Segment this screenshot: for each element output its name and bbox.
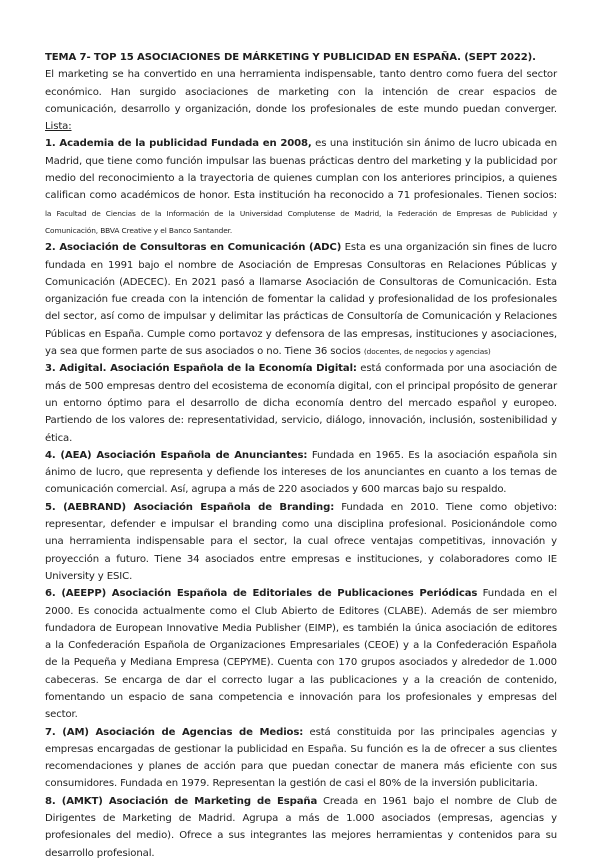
item-body: es una institución sin ánimo de lucro ubicada en Madrid, que tiene como función impulsar las buenas prácticas dentro del marketing y la publicidad por medio del reconocimiento a la trayectoria de quienes cumplan con los anteriores principios, a quienes califican como académicos de honor. Esta institución ha reconocido a 71 profesionales. Tienen socios: [45,138,557,202]
document-page [45,49,557,862]
item-body: Fundada en 1965. Es la asociación española sin ánimo de lucro, que representa y defiende los intereses de los anunciantes en cuanto a los temas de comunicación comercial. Así, agrupa a más de 220 asociados y 600 marcas bajo su respaldo. [45,449,558,496]
list-item-7 [45,724,557,793]
item-body: Fundada en 2010. Tiene como objetivo: representar, defender e impulsar el branding como una disciplina profesional. Posicionándole como una herramienta indispensable para el sector, la cual ofrece ventajas competitivas, innovación y proyección a futuro. Tiene 34 asociados entre empresas e instituciones, y colaboradores como IE University y ESIC. [45,501,558,582]
list-item-1 [45,135,557,239]
item-heading: 6. (AEEPP) Asociación Española de Editoriales de Publicaciones Periódicas [45,588,478,600]
intro-paragraph [45,66,557,135]
intro-text: El marketing se ha convertido en una herramienta indispensable, tanto dentro como fuera del sector económico. Han surgido asociaciones de marketing con la intención de crear espacios de comunicación, desarrollo y organización, donde los profesionales de este mundo puedan converger. [45,69,557,115]
list-item-4 [45,447,557,499]
item-heading: 7. (AM) Asociación de Agencias de Medios: [45,726,304,738]
item-body: Fundada en el 2000. Es conocida actualmente como el Club Abierto de Editores (CLABE). Además de ser miembro fundadora de European Innovative Media Publisher (EIMP), es también la única asociación de editores a la Confederación Española de Organizaciones Empresariales (CEOE) y a la Confederación Española de la Pequeña y Mediana Empresa (CEPYME). Cuenta con 170 grupos asociados y alrededor de 1.000 cabeceras. Se encarga de dar el correcto lugar a las publicaciones y a la creación de contenido, fomentando un espacio de sana competencia e innovación para los profesionales y empresas del sector. [45,588,557,721]
item-body: Creada en 1961 bajo el nombre de Club de Dirigentes de Marketing de Madrid. Agrupa a más de 1.000 asociados (empresas, agencias y profesionales del medio). Ofrece a sus integrantes las mejores herramientas y contenidos para su desarrollo profesional. [45,795,557,859]
item-body: está constituida por las principales agencias y empresas encargadas de gestionar la publicidad en España. Su función es la de ofrecer a sus clientes recomendaciones y planes de acción para que puedan conectar de manera más eficiente con sus consumidores. Fundada en 1979. Representan la gestión de casi el 80% de la inversión publicitaria. [45,726,557,790]
item-heading: 4. (AEA) Asociación Española de Anunciantes: [45,449,308,461]
document-title: TEMA 7- TOP 15 ASOCIACIONES DE MÁRKETING Y PUBLICIDAD EN ESPAÑA. (SEPT 2022). [45,52,536,63]
list-item-2 [45,239,557,360]
item-heading: 5. (AEBRAND) Asociación Española de Branding: [45,501,335,513]
list-item-3 [45,360,557,446]
list-item-8 [45,793,557,862]
item-heading: 8. (AMKT) Asociación de Marketing de España [45,795,318,807]
item-body: Esta es una organización sin fines de lucro fundada en 1991 bajo el nombre de Asociación de Empresas Consultoras en Relaciones Públicas y Comunicación (ADECEC). En 2021 pasó a llamarse Asociación de Consultoras de Comunicación. Esta organización fue creada con la intención de fomentar la calidad y profesionalidad de los profesionales del sector, así como de impulsar y delimitar las prácticas de Consultoría de Comunicación y Relaciones Públicas en España. Cumple como portavoz y defensora de las empresas, instituciones y asociaciones, ya sea que formen parte de sus asociados o no. Tiene 36 socios [45,242,557,358]
item-heading: 1. Academia de la publicidad Fundada en 2008, [45,138,312,150]
list-label: Lista: [45,121,72,133]
item-body: está conformada por una asociación de más de 500 empresas dentro del ecosistema de economía digital, con el principal propósito de generar un entorno óptimo para el desarrollo de dicha economía dentro del mercado español y europeo. Partiendo de los valores de: representatividad, servicio, diálogo, innovación, inclusión, sostenibilidad y ética. [45,363,557,444]
item-heading: 3. Adigital. Asociación Española de la Economía Digital: [45,363,357,375]
list-item-6 [45,585,557,723]
item-heading: 2. Asociación de Consultoras en Comunicación (ADC) [45,242,342,254]
list-item-5 [45,499,557,585]
item-note: la Facultad de Ciencias de la Información de la Universidad Complutense de Madrid, la Federación de Empresas de Publicidad y Comunicación, BBVA Creative y el Banco Santander. [45,208,557,235]
item-note: (docentes, de negocios y agencias) [363,347,491,357]
